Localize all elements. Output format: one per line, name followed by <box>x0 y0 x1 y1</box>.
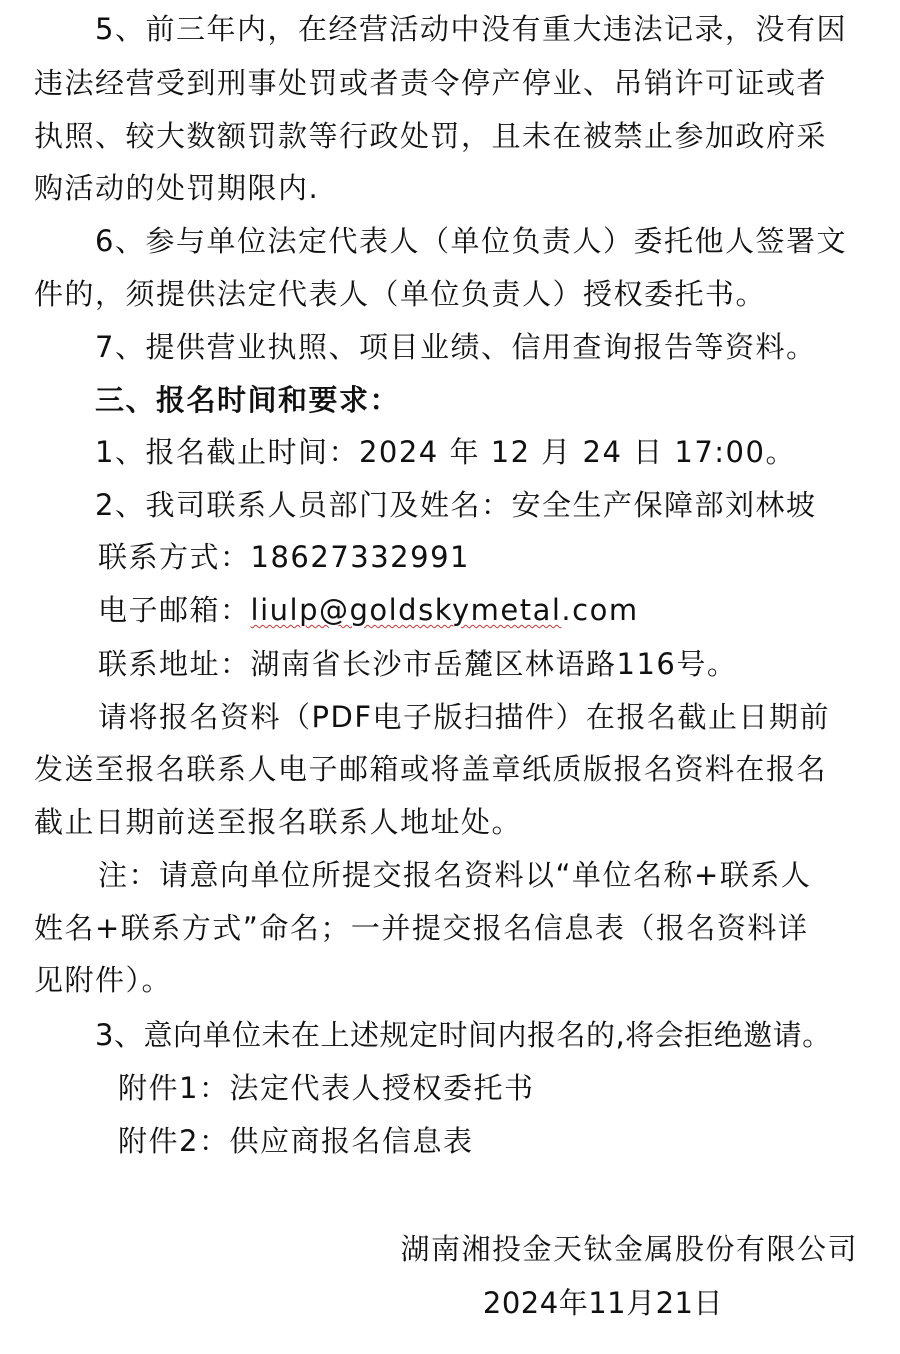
signature-date: 2024年11月21日 <box>482 1286 723 1320</box>
note-line-1: 注：请意向单位所提交报名资料以“单位名称+联系人 <box>98 858 812 892</box>
paragraph-5-line-3: 执照、较大数额罚款等行政处罚，且未在被禁止参加政府采 <box>34 119 828 153</box>
address-line: 联系地址：湖南省长沙市岳麓区林语路116号。 <box>98 647 738 681</box>
phone-label: 联系方式： <box>98 540 251 574</box>
phone-value: 18627332991 <box>250 540 470 574</box>
attachment-1: 附件1：法定代表人授权委托书 <box>118 1071 535 1105</box>
paragraph-5-line-4: 购活动的处罚期限内. <box>34 171 320 205</box>
contact-person-line: 2、我司联系人员部门及姓名：安全生产保障部刘林坡 <box>95 488 817 522</box>
deadline-value: 2024 年 12 月 24 日 17:00。 <box>358 435 796 469</box>
submission-line-2: 发送至报名联系人电子邮箱或将盖章纸质版报名资料在报名 <box>34 752 828 786</box>
deadline-line <box>95 425 885 479</box>
note-line-3: 见附件）。 <box>34 963 173 997</box>
email-suffix: .com <box>561 593 639 627</box>
email-line <box>98 583 888 637</box>
paragraph-5-line-2: 违法经营受到刑事处罚或者责令停产停业、吊销许可证或者 <box>34 66 828 100</box>
paragraph-6-line-1: 6、参与单位法定代表人（单位负责人）委托他人签署文 <box>95 224 847 258</box>
note-line-2: 姓名+联系方式”命名；一并提交报名信息表（报名资料详 <box>34 911 809 945</box>
signature-company: 湖南湘投金天钛金属股份有限公司 <box>400 1232 858 1266</box>
paragraph-5-line-1: 5、前三年内，在经营活动中没有重大违法记录，没有因 <box>95 12 847 46</box>
submission-line-3: 截止日期前送至报名联系人地址处。 <box>34 805 523 839</box>
section-3-heading: 三、报名时间和要求： <box>95 383 401 417</box>
email-link[interactable]: liulp@goldskymetal <box>250 593 562 627</box>
email-label: 电子邮箱： <box>98 593 251 627</box>
paragraph-6-line-2: 件的，须提供法定代表人（单位负责人）授权委托书。 <box>34 277 767 311</box>
phone-line <box>98 530 888 584</box>
paragraph-7-line-1: 7、提供营业执照、项目业绩、信用查询报告等资料。 <box>95 330 817 364</box>
item-3-line: 3、意向单位未在上述规定时间内报名的,将会拒绝邀请。 <box>95 1018 832 1052</box>
submission-line-1: 请将报名资料（PDF电子版扫描件）在报名截止日期前 <box>98 700 830 734</box>
deadline-label: 1、报名截止时间： <box>95 435 359 469</box>
attachment-2: 附件2：供应商报名信息表 <box>118 1124 474 1158</box>
